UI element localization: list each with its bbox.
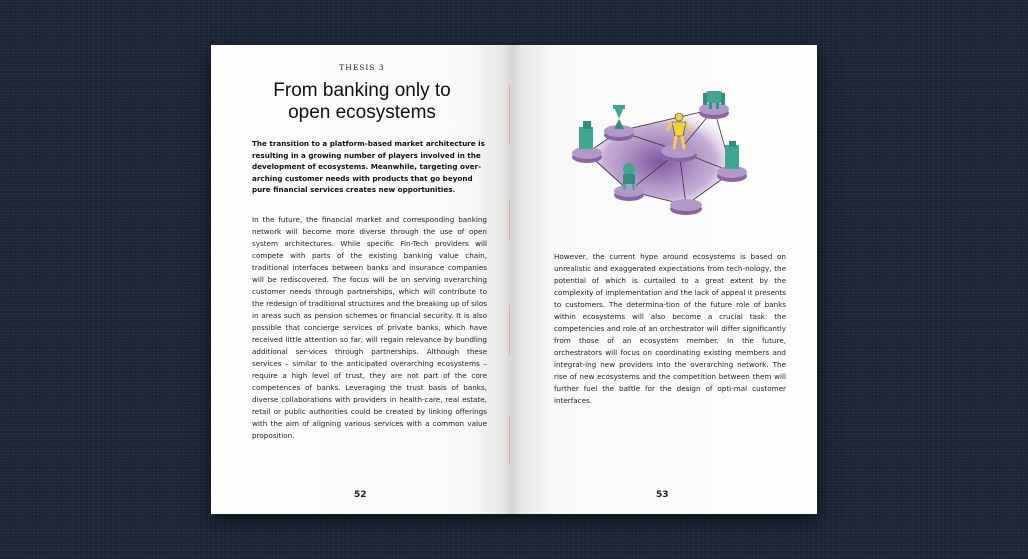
spine-mark [509,415,510,465]
spine-mark [509,305,510,355]
platform-bottom [670,199,702,215]
page-number-right: 53 [656,490,669,500]
right-page [513,45,817,514]
open-book [211,45,817,514]
body-paragraph-left: In the future, the financial market and corresponding banking network will become more diverse through the use of open system architectures. While specific Fin-Tech providers will compete with parts of the existing banking value chain, traditional interfaces between banks and insurance companies will be rediscovered. The focus will be on serving overarching customer needs through partnerships, which will contribute to the redesign of traditional structures and the breaking up of silos in areas such as pension schemes or financial security. It is also possible that concierge services of private banks, which have received little attention so far, will regain relevance by bundling additional ser-vices through partnerships. Although these services – similar to the anticipated overarching ecosystems – require a high level of trust, they are not part of the core competences of banks. Leveraging the trust basis of banks, diverse collaborations with providers in health-care, real estate, retail or public authorities could be created by linking offerings with the aim of aligning various services with a common value proposition. [252,215,487,440]
body-paragraph-right: However, the current hype around ecosystems is based on unrealistic and exaggerated expectations from tech-nology, the potential of which is curtailed to a great extent by the complexity of implementation and the lack of appeal it presents to customers. The determina-tion of the future role of banks within ecosystems will also become a crucial task: the competencies and role of an orchestrator will differ significantly from those of an ecosystem member. In the future, orchestrators will focus on coordinating existing members and integrat-ing new providers into the overarching network. The rise of new ecosystems and the competition between them will further fuel the battle for the design of opti-mal customer interfaces. [554,252,786,405]
platform-left [572,121,602,163]
section-label: THESIS 3 [339,63,385,72]
title-line-2: open ecosystems [288,102,436,123]
platform-top-right [699,91,729,119]
spine-mark [509,85,510,145]
title-line-1: From banking only to [273,80,451,101]
left-page [211,45,513,514]
ecosystem-illustration [569,69,761,249]
page-title [231,80,493,124]
spine-mark [509,200,510,240]
page-number-left: 52 [354,490,367,500]
lead-paragraph: The transition to a platform-based market architecture is resulting in a growing number of players involved in the development of ecosystems. Meanwhile, targeting over-arching customer needs with products that go beyond pure financial services creates new opportunities. [252,139,485,194]
network-glow [587,109,732,205]
platform-top-left [604,105,634,141]
